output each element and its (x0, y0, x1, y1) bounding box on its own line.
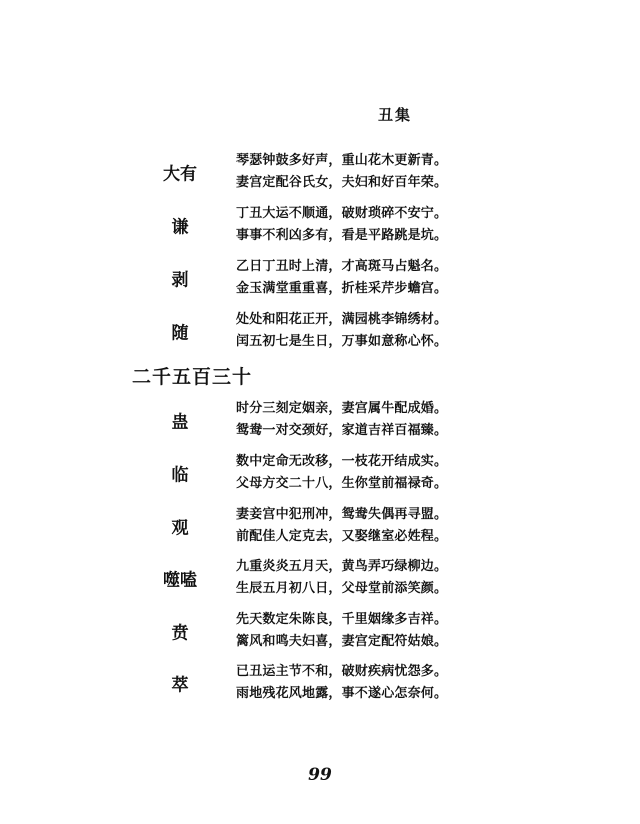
hexagram-name: 噬嗑 (163, 570, 197, 591)
entry-sui (0, 309, 640, 353)
verse (236, 309, 447, 353)
entry-da-you (0, 150, 640, 194)
hexagram-name: 萃 (171, 675, 189, 696)
verse-line: 雨地残花风地露，事不遂心怎奈何。 (236, 686, 448, 701)
verse (236, 256, 447, 300)
verse-line: 处处和阳花正开，满园桃李锦绣材。 (236, 312, 448, 327)
hexagram-name: 大有 (163, 164, 197, 185)
verse-line: 九重炎炎五月天，黄鸟弄巧绿柳边。 (236, 559, 448, 574)
entry-cui (0, 661, 640, 705)
hexagram-name: 剥 (171, 270, 189, 291)
verse-line: 丁丑大运不顺通，破财琐碎不安宁。 (236, 206, 448, 221)
verse (236, 203, 447, 247)
verse-line: 鸳鸯一对交颈好，家道吉祥百福臻。 (236, 423, 448, 438)
verse-line: 妻宫定配谷氏女，夫妇和好百年荣。 (236, 175, 448, 190)
verse-line: 妻妾宫中犯刑冲，鸳鸯失偶再寻盟。 (236, 507, 448, 522)
verse-line: 乙日丁丑时上清，才高斑马占魁名。 (236, 259, 448, 274)
verse-line: 时分三刻定姻亲，妻宫属牛配成婚。 (236, 401, 448, 416)
verse (236, 504, 447, 548)
entry-bo (0, 256, 640, 300)
verse-line: 篱风和鸣夫妇喜，妻宫定配符姑娘。 (236, 634, 448, 649)
entry-gu (0, 398, 640, 442)
verse (236, 609, 447, 653)
verse (236, 556, 447, 600)
verse-line: 数中定命无改移，一枝花开结成实。 (236, 454, 448, 469)
entry-lin (0, 451, 640, 495)
verse (236, 661, 447, 705)
verse-line: 生辰五月初八日，父母堂前添笑颜。 (236, 581, 448, 596)
verse-line: 已丑运主节不和，破财疾病忧怨多。 (236, 664, 448, 679)
verse-line: 前配佳人定克去，又娶继室必姓程。 (236, 529, 448, 544)
entry-qian (0, 203, 640, 247)
verse-line: 琴瑟钟鼓多好声，重山花木更新青。 (236, 153, 448, 168)
verse-line: 事事不利凶多有，看是平路跳是坑。 (236, 228, 448, 243)
verse-line: 父母方交二十八，生你堂前福禄奇。 (236, 476, 448, 491)
verse-line: 闰五初七是生日，万事如意称心怀。 (236, 334, 448, 349)
verse (236, 451, 447, 495)
verse-line: 先天数定朱陈良，千里姻缘多吉祥。 (236, 612, 448, 627)
hexagram-name: 谦 (171, 217, 189, 238)
hexagram-name: 随 (171, 323, 189, 344)
hexagram-name: 观 (171, 518, 189, 539)
verse (236, 150, 447, 194)
hexagram-name: 贲 (171, 623, 189, 644)
hexagram-name: 蛊 (171, 412, 189, 433)
page-number: 99 (308, 765, 332, 785)
page-header-title: 丑集 (378, 106, 413, 124)
section-title: 二千五百三十 (132, 366, 253, 388)
verse-line: 金玉满堂重重喜，折桂采芹步蟾宫。 (236, 281, 448, 296)
entry-shi-ke (0, 556, 640, 600)
hexagram-name: 临 (171, 465, 189, 486)
verse (236, 398, 447, 442)
entry-guan (0, 504, 640, 548)
entry-bi (0, 609, 640, 653)
